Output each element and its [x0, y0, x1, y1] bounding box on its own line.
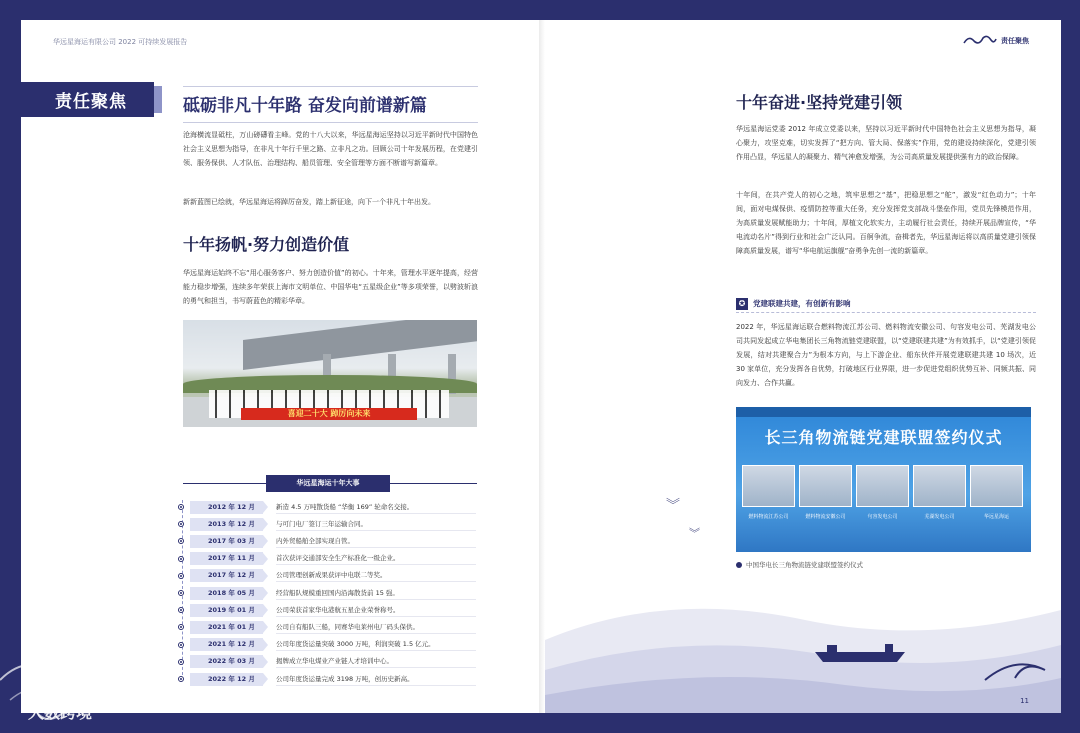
- timeline-date: 2012 年 12 月: [190, 501, 263, 514]
- timeline-dot-icon: [178, 573, 184, 579]
- group-photo: [183, 320, 477, 427]
- caption-text: 中国华电长三角物流链党建联盟签约仪式: [746, 561, 863, 569]
- subsection-title: 党建联建共建，有创新有影响: [753, 299, 851, 308]
- watermark: 大数跨境: [28, 703, 93, 722]
- timeline-row: [178, 672, 476, 686]
- timeline-date: 2022 年 03 月: [190, 655, 263, 668]
- timeline-event: 内外贸船舶全部实现自管。: [276, 535, 476, 548]
- timeline-arrow-icon: [263, 656, 268, 668]
- timeline-event: 新造 4.5 万吨散货船 “华衡 169” 轮命名交接。: [276, 501, 476, 514]
- ceremony-title: 长三角物流链党建联盟签约仪式: [764, 428, 1003, 447]
- timeline-date: 2017 年 03 月: [190, 535, 263, 548]
- timeline-row: [178, 655, 476, 669]
- timeline-arrow-icon: [263, 621, 268, 633]
- timeline-date: 2018 年 05 月: [190, 587, 263, 600]
- intro-paragraph-1: 沧海横流显砥柱，万山磅礴看主峰。党的十八大以来，华远星海运坚持以习近平新时代中国特色社会主义思想为指导，在非凡十年行千里之路、立非凡之功。回顾公司十年发展历程，在党建引领、服务保供、人才队伍、治理结构、船员管理、安全管理等方面不断谱写新篇章。: [183, 131, 478, 167]
- timeline-date: 2019 年 01 月: [190, 604, 263, 617]
- timeline-event: 公司年度货运量完成 3198 万吨，创历史新高。: [276, 673, 476, 686]
- timeline-row: [178, 620, 476, 634]
- timeline-dot-icon: [178, 521, 184, 527]
- timeline-dot-icon: [178, 676, 184, 682]
- timeline-row: [178, 517, 476, 531]
- timeline-row: [178, 586, 476, 600]
- report-title: 华远星海运有限公司 2022 可持续发展报告: [53, 38, 188, 46]
- bird-icon: ︾: [666, 498, 680, 514]
- timeline-dot-icon: [178, 624, 184, 630]
- party-emblem-icon: ✪: [736, 298, 748, 310]
- ceremony-label: 芜湖发电公司: [924, 514, 955, 520]
- section-paragraph-value: 华远星海运始终不忘“用心服务客户、努力创造价值”的初心。十年来，管理水平逐年提高，经营能力稳步增强，连续多年荣获上海市文明单位、中国华电“五星级企业”等多项荣誉，以劈波斩浪的勇气和担当，书写蔚蓝色的精彩华章。: [183, 269, 478, 305]
- ceremony-label: 燃料物流安徽公司: [805, 514, 846, 520]
- timeline-dot-icon: [178, 659, 184, 665]
- timeline-dot-icon: [178, 556, 184, 562]
- timeline-date: 2017 年 12 月: [190, 569, 263, 582]
- timeline-event: 公司管理创新成果获评中电联二等奖。: [276, 569, 476, 582]
- ceremony-photo: [736, 407, 1031, 552]
- main-title: 砥砺非凡十年路 奋发向前谱新篇: [183, 86, 478, 123]
- timeline-arrow-icon: [263, 604, 268, 616]
- timeline-date: 2017 年 11 月: [190, 552, 263, 565]
- timeline-row: [178, 603, 476, 617]
- ceremony-label: 华远星海运: [983, 514, 1009, 520]
- section-tab: 责任聚焦: [21, 82, 154, 117]
- ceremony-thumbnail: [970, 465, 1023, 507]
- timeline-dot-icon: [178, 590, 184, 596]
- right-paragraph-3: 2022 年，华远星海运联合燃料物流江苏公司、燃料物流安徽公司、句容发电公司、芜湖发电公司共同发起成立华电集团长三角物流链党建联盟，以“党建联建共建”为有效抓手，以“党建引领促发展，结对共建聚合力”为根本方向，与上下游企业、船东伙伴开展党建联建共建 10 场次，近 30 家单位，充分发挥各自优势，打破地区行业界限，进一步促进党组织优势互补、同频共振、同向发力、合作共赢。: [736, 323, 1036, 387]
- timeline-event: 公司年度货运量突破 3000 万吨，利润突破 1.5 亿元。: [276, 638, 476, 651]
- intro-paragraph-2: 新新蓝图已绘就，华远星海运将踔厉奋发，踏上新征途，向下一个非凡十年出发。: [183, 198, 435, 206]
- timeline-event: 揭牌成立华电煤业产业链人才培训中心。: [276, 655, 476, 668]
- timeline-date: 2021 年 12 月: [190, 638, 263, 651]
- ceremony-top-band: [736, 407, 1031, 417]
- page-number: 11: [1020, 697, 1029, 705]
- timeline-arrow-icon: [263, 553, 268, 565]
- timeline-row: [178, 552, 476, 566]
- timeline-arrow-icon: [263, 639, 268, 651]
- timeline-arrow-icon: [263, 518, 268, 530]
- right-title: 十年奋进·坚持党建引领: [736, 93, 903, 112]
- ceremony-thumbnail: [913, 465, 966, 507]
- timeline-row: [178, 569, 476, 583]
- wave-decoration: [545, 560, 1061, 713]
- ceremony-label: 句容发电公司: [867, 514, 898, 520]
- section-header: [963, 34, 1029, 48]
- ceremony-label: 燃料物流江苏公司: [748, 514, 789, 520]
- timeline-arrow-icon: [263, 501, 268, 513]
- timeline-dot-icon: [178, 642, 184, 648]
- timeline-event: 首次获评交通部安全生产标准化一级企业。: [276, 552, 476, 565]
- ceremony-thumbnail: [799, 465, 852, 507]
- timeline-date: 2021 年 01 月: [190, 621, 263, 634]
- timeline-date: 2013 年 12 月: [190, 518, 263, 531]
- subsection-header: [736, 295, 1036, 313]
- timeline-row: [178, 500, 476, 514]
- photo-banner: 喜迎二十大 踔厉向未来: [241, 408, 417, 420]
- right-paragraph-1: 华远星海运党委 2012 年成立党委以来，坚持以习近平新时代中国特色社会主义思想为指导，凝心聚力，攻坚克难，切实发挥了“把方向、管大局、保落实”作用，党的建设持续深化，党建引领作用凸显，华远星人的凝聚力、精气神愈发增强，为公司高质量发展提供强有力的政治保障。: [736, 125, 1036, 161]
- timeline-arrow-icon: [263, 535, 268, 547]
- right-paragraph-2: 十年间，在共产党人的初心之地，筑牢思想之“基”，把稳思想之“舵”，激发“红色动力”；十年间，面对电煤保供、疫情防控等重大任务，充分发挥党支部战斗堡垒作用，党员先锋模范作用，为高质量发展赋能助力；十年间，厚植文化软实力，主动履行社会责任，持续开展品牌宣传，“华电流动名片”得到行业和社会广泛认同。百舸争流，奋楫者先，华远星海运将以高质量党建引领保障高质量发展，谱写“华电航运旗舰”奋勇争先创一流的新篇章。: [736, 191, 1036, 255]
- timeline-title: 华远星海运十年大事: [266, 475, 390, 492]
- timeline-row: [178, 534, 476, 548]
- timeline-dot-icon: [178, 538, 184, 544]
- timeline-dot-icon: [178, 504, 184, 510]
- wave-logo-icon: [963, 34, 997, 48]
- section-header-label: 责任聚焦: [1001, 37, 1029, 45]
- report-page: [21, 20, 1061, 713]
- photo-bridge: [243, 320, 477, 370]
- timeline-event: 公司自有船队三船，同赛华电莱州电厂码头保供。: [276, 621, 476, 634]
- section-title-value: 十年扬帆·努力创造价值: [183, 235, 350, 254]
- timeline-row: [178, 638, 476, 652]
- bird-icon: ︾: [689, 527, 700, 540]
- timeline-event: 与可门电厂签订三年运输合同。: [276, 518, 476, 531]
- timeline-dot-icon: [178, 607, 184, 613]
- timeline-date: 2022 年 12 月: [190, 673, 263, 686]
- ceremony-thumbnail: [856, 465, 909, 507]
- ceremony-thumbnail: [742, 465, 795, 507]
- timeline-event: 公司荣获首家华电港航五星企业荣誉称号。: [276, 604, 476, 617]
- timeline-arrow-icon: [263, 673, 268, 685]
- timeline-arrow-icon: [263, 570, 268, 582]
- timeline-event: 经营船队规模重回国内沿海散货前 15 强。: [276, 587, 476, 600]
- timeline-arrow-icon: [263, 587, 268, 599]
